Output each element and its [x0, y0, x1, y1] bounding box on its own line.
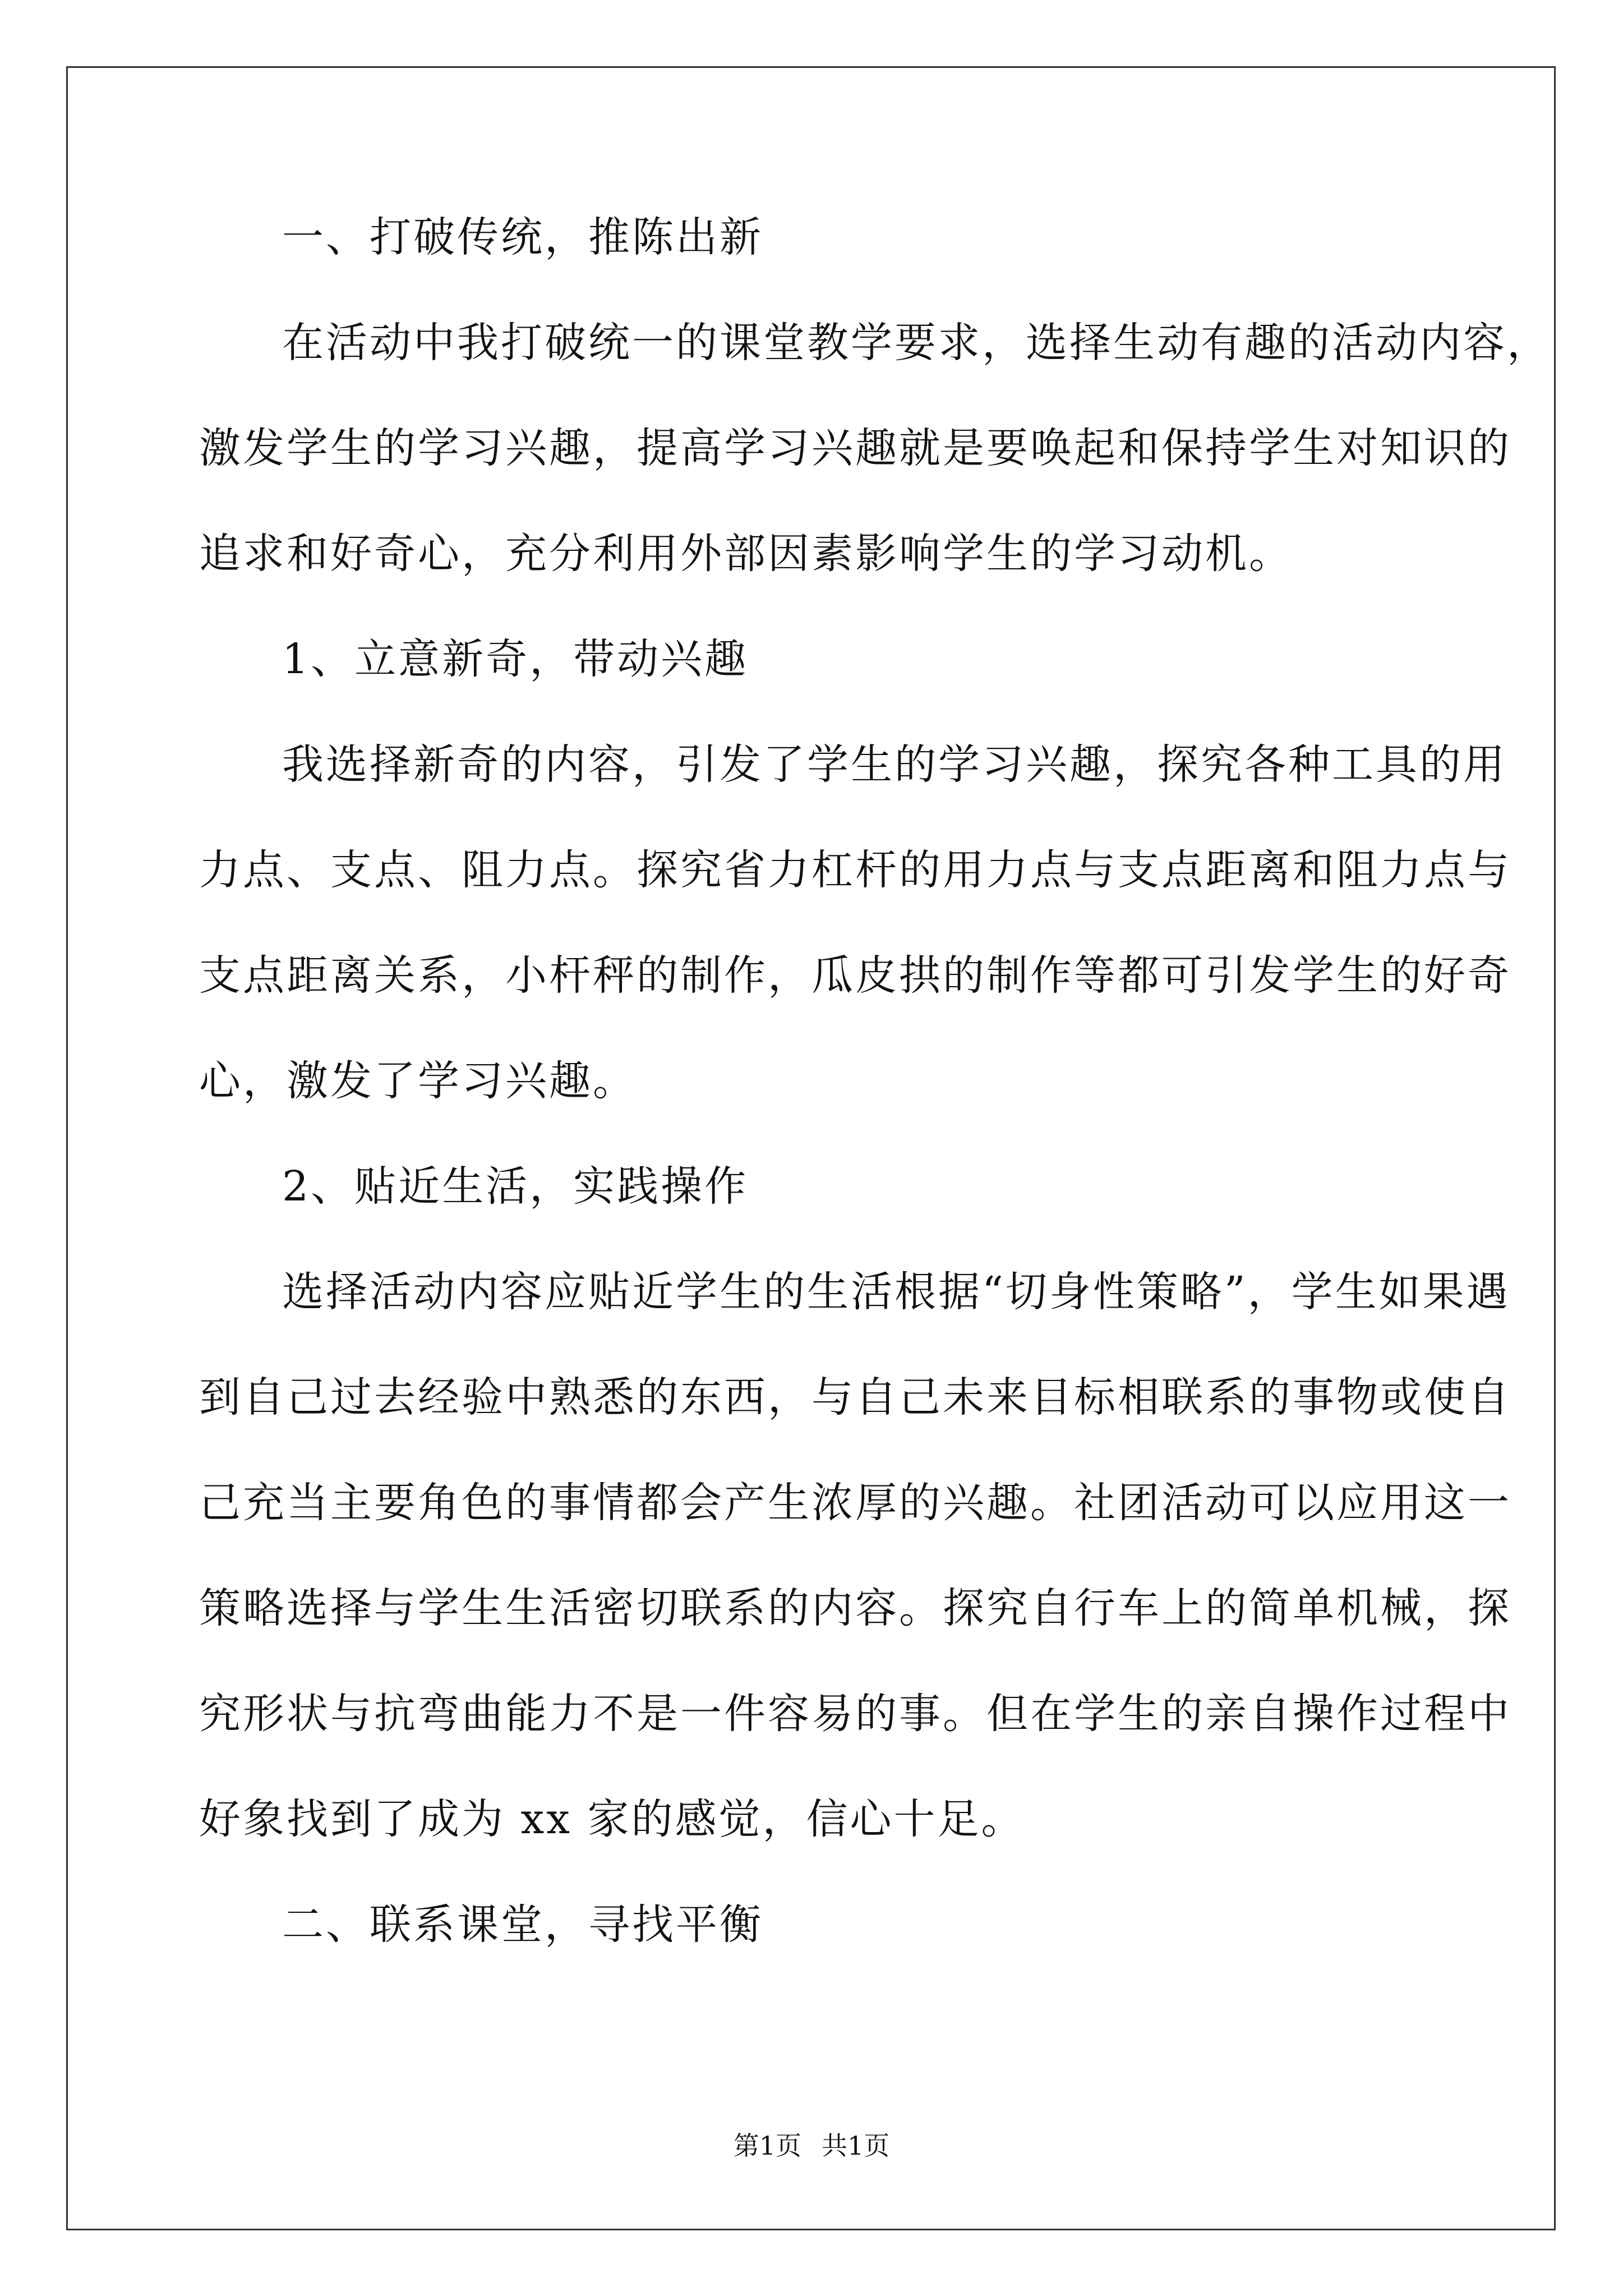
document-body: [199, 210, 1551, 1952]
paragraph-line: 策略选择与学生生活密切联系的内容。探究自行车上的简单机械，探: [199, 1584, 1511, 1632]
paragraph-line: 好象找到了成为 xx 家的感觉，信心十足。: [199, 1795, 1025, 1843]
paragraph: [199, 738, 1511, 1108]
section-heading: 2、贴近生活，实践操作: [282, 1162, 749, 1211]
paragraph-line: 激发学生的学习兴趣，提高学习兴趣就是要唤起和保持学生对知识的: [199, 424, 1511, 472]
paragraph-line: 选择活动内容应贴近学生的生活根据“切身性策略”，学生如果遇: [282, 1268, 1510, 1316]
paragraph-line: 究形状与抗弯曲能力不是一件容易的事。但在学生的亲自操作过程中: [199, 1690, 1511, 1738]
paragraph: [199, 316, 1551, 581]
paragraph: [199, 1265, 1511, 1846]
page-number-current: 第1页: [733, 2131, 801, 2161]
paragraph-line: 我选择新奇的内容，引发了学生的学习兴趣，探究各种工具的用: [282, 740, 1507, 789]
section-heading: 一、打破传统，推陈出新: [282, 213, 763, 261]
paragraph-line: 到自己过去经验中熟悉的东西，与自己未来目标相联系的事物或使自: [199, 1373, 1511, 1421]
page-number-total: 共1页: [822, 2131, 890, 2161]
paragraph-line: 己充当主要角色的事情都会产生浓厚的兴趣。社团活动可以应用这一: [199, 1479, 1511, 1527]
section-heading: 1、立意新奇，带动兴趣: [282, 635, 749, 683]
paragraph-line: 追求和好奇心，充分利用外部因素影响学生的学习动机。: [199, 530, 1293, 578]
paragraph-line: 力点、支点、阻力点。探究省力杠杆的用力点与支点距离和阻力点与: [199, 846, 1511, 894]
paragraph-line: 在活动中我打破统一的课堂教学要求，选择生动有趣的活动内容，: [282, 319, 1551, 367]
page-footer: [0, 2129, 1623, 2162]
section-heading: 二、联系课堂，寻找平衡: [282, 1901, 763, 1949]
paragraph-line: 心，激发了学习兴趣。: [199, 1057, 637, 1105]
paragraph-line: 支点距离关系，小杆秤的制作，瓜皮拱的制作等都可引发学生的好奇: [199, 951, 1511, 1000]
